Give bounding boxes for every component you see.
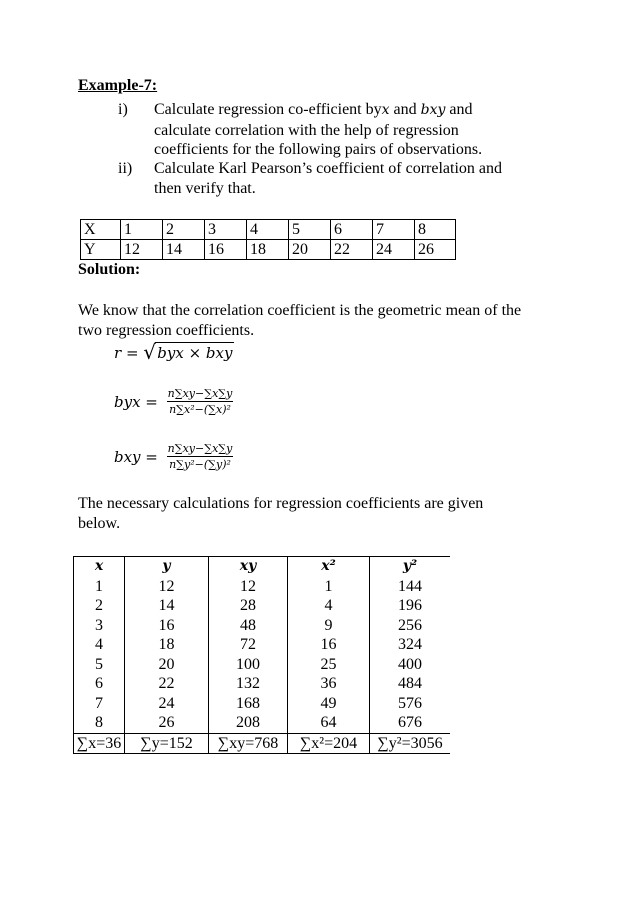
total-y-squared: ∑y²=3056 — [370, 733, 451, 754]
table-cell: 256 — [398, 616, 422, 634]
intro-line-1: We know that the correlation coefficient is the geometric mean of the — [78, 302, 522, 319]
observations-table — [80, 219, 456, 260]
table-cell: 324 — [398, 636, 422, 653]
observations-x-cell: 4 — [247, 220, 289, 240]
example-title: Example-7: — [78, 77, 158, 94]
observations-y-cell: 18 — [247, 240, 289, 260]
header-xy: xy — [209, 557, 288, 577]
table-cell: 484 — [398, 675, 422, 692]
table-cell: 6 — [74, 674, 125, 694]
correlation-formula — [114, 340, 234, 364]
calculation-header-row — [74, 557, 451, 577]
table-cell: 64 — [288, 713, 370, 733]
byx-fraction — [167, 387, 234, 416]
table-cell: 14 — [125, 596, 209, 616]
table-cell: 16 — [125, 616, 209, 636]
header-x-squared: x² — [288, 557, 370, 577]
table-row — [74, 616, 451, 636]
table-cell: 5 — [74, 655, 125, 675]
table-cell: 72 — [209, 635, 288, 655]
table-cell: 100 — [209, 655, 288, 675]
table-cell: 676 — [398, 714, 422, 731]
observations-y-cell: 12 — [121, 240, 163, 260]
observations-x-cell: 8 — [415, 220, 456, 240]
question-ii-number: ii) — [118, 160, 133, 177]
table-cell: 144 — [398, 577, 422, 595]
table-cell: 36 — [288, 674, 370, 694]
observations-y-cell: 14 — [163, 240, 205, 260]
question-i — [118, 100, 538, 160]
table-cell: 4 — [288, 596, 370, 616]
question-i-number: i) — [118, 101, 128, 118]
header-y-squared: y² — [370, 557, 451, 577]
total-x-squared: ∑x²=204 — [288, 733, 370, 754]
table-cell: 48 — [209, 616, 288, 636]
table-cell: 1 — [288, 577, 370, 597]
bxy-fraction — [167, 442, 234, 471]
bxy-formula — [114, 442, 233, 471]
observations-x-cell: 1 — [121, 220, 163, 240]
calc-intro-paragraph — [78, 494, 568, 534]
observations-y-cell: 22 — [331, 240, 373, 260]
table-cell: 3 — [74, 616, 125, 636]
table-cell: 49 — [288, 694, 370, 714]
intro-paragraph — [78, 301, 568, 341]
table-cell: 24 — [125, 694, 209, 714]
observations-y-cell: 20 — [289, 240, 331, 260]
table-cell: 16 — [288, 635, 370, 655]
observations-x-cell: 2 — [163, 220, 205, 240]
table-row — [74, 635, 451, 655]
totals-row — [74, 733, 451, 754]
table-cell: 20 — [125, 655, 209, 675]
table-row — [74, 655, 451, 675]
table-cell: 208 — [209, 713, 288, 733]
observations-x-label: X — [81, 220, 121, 240]
byx-formula-lhs: byx = — [114, 392, 158, 411]
table-cell: 576 — [398, 694, 422, 712]
table-row — [74, 713, 451, 733]
table-cell: 9 — [288, 616, 370, 636]
table-cell: 400 — [398, 655, 422, 673]
table-cell: 132 — [209, 674, 288, 694]
byx-formula — [114, 387, 233, 416]
table-cell: 26 — [125, 713, 209, 733]
table-cell: 4 — [74, 635, 125, 655]
table-cell: 28 — [209, 596, 288, 616]
table-cell: 7 — [74, 694, 125, 714]
total-x: ∑x=36 — [74, 733, 125, 754]
observations-x-cell: 7 — [373, 220, 415, 240]
observations-y-row — [81, 240, 456, 260]
intro-line-2: two regression coefficients. — [78, 322, 255, 339]
byx-numerator: n∑xy−∑x∑y — [167, 387, 233, 400]
question-i-line-2: calculate correlation with the help of regression — [154, 121, 459, 139]
question-i-line-3: coefficients for the following pairs of observations. — [154, 141, 483, 158]
observations-y-cell: 24 — [373, 240, 415, 260]
total-y: ∑y=152 — [125, 733, 209, 754]
table-cell: 12 — [125, 577, 209, 597]
table-cell: 168 — [209, 694, 288, 714]
table-row — [74, 694, 451, 714]
calculation-table — [73, 556, 450, 754]
question-ii-line-1: Calculate Karl Pearson’s coefficient of correlation and — [154, 160, 503, 177]
total-xy: ∑xy=768 — [209, 733, 288, 754]
radical-sign-icon: √ — [143, 340, 157, 364]
table-cell: 12 — [209, 577, 288, 597]
question-ii — [118, 159, 538, 199]
calc-intro-line-2: below. — [78, 515, 121, 532]
question-ii-line-2: then verify that. — [154, 179, 256, 197]
correlation-formula-lhs: r = — [114, 344, 144, 362]
bxy-denominator: n∑y²−(∑y)² — [169, 458, 231, 471]
correlation-formula-radicand: byx × bxy — [157, 344, 233, 362]
header-y: y — [125, 557, 209, 577]
byx-denominator: n∑x²−(∑x)² — [169, 403, 231, 416]
table-cell: 1 — [74, 577, 125, 597]
table-cell: 2 — [74, 596, 125, 616]
table-cell: 25 — [288, 655, 370, 675]
observations-x-cell: 3 — [205, 220, 247, 240]
square-root — [143, 340, 234, 364]
table-cell: 18 — [125, 635, 209, 655]
observations-x-cell: 6 — [331, 220, 373, 240]
bxy-numerator: n∑xy−∑x∑y — [167, 442, 233, 455]
observations-y-cell: 26 — [415, 240, 456, 260]
calc-intro-line-1: The necessary calculations for regression coefficients are given — [78, 495, 484, 512]
table-row — [74, 596, 451, 616]
solution-heading: Solution: — [78, 261, 141, 278]
table-cell: 8 — [74, 713, 125, 733]
bxy-formula-lhs: bxy = — [114, 447, 158, 466]
table-row — [74, 674, 451, 694]
header-x: x — [74, 557, 125, 577]
observations-x-row — [81, 220, 456, 240]
question-i-line-1: Calculate regression co-efficient byx and bxy and — [154, 101, 473, 118]
table-cell: 196 — [398, 597, 422, 614]
observations-y-label: Y — [81, 240, 121, 260]
table-row — [74, 577, 451, 597]
observations-x-cell: 5 — [289, 220, 331, 240]
observations-y-cell: 16 — [205, 240, 247, 260]
table-cell: 22 — [125, 674, 209, 694]
